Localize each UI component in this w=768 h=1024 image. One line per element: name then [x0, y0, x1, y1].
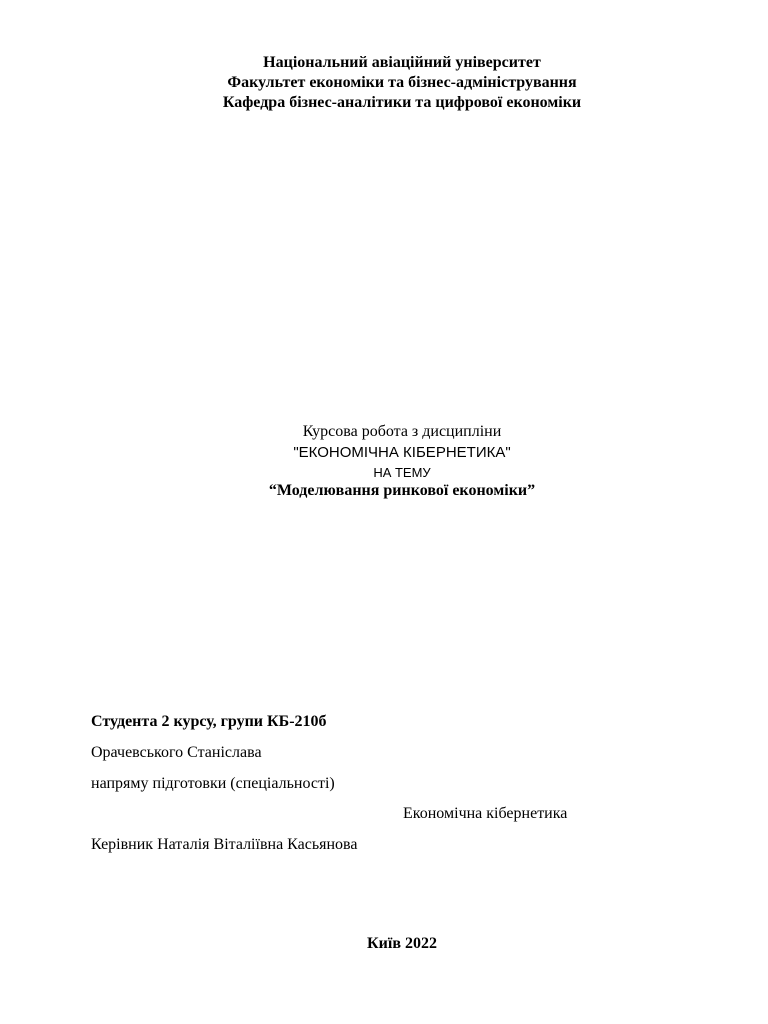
discipline-name: "ЕКОНОМІЧНА КІБЕРНЕТИКА" [293, 444, 511, 461]
direction-label: напряму підготовки (спеціальності) [91, 775, 335, 792]
specialty-name: Економічна кібернетика [403, 805, 568, 822]
student-course-group: Студента 2 курсу, групи КБ-210б [91, 713, 327, 730]
on-theme-label: НА ТЕМУ [373, 465, 431, 480]
city-year: Київ 2022 [367, 935, 437, 952]
topic-title: “Моделювання ринкової економіки” [268, 482, 536, 499]
university-name: Національний авіаційний університет [263, 54, 541, 71]
department-name: Кафедра бізнес-аналітики та цифрової економіки [222, 94, 582, 111]
faculty-name: Факультет економіки та бізнес-адміністрування [227, 74, 577, 91]
work-type: Курсова робота з дисципліни [302, 423, 502, 440]
student-name: Орачевського Станіслава [91, 744, 262, 761]
supervisor-name: Керівник Наталія Віталіївна Касьянова [91, 836, 358, 853]
